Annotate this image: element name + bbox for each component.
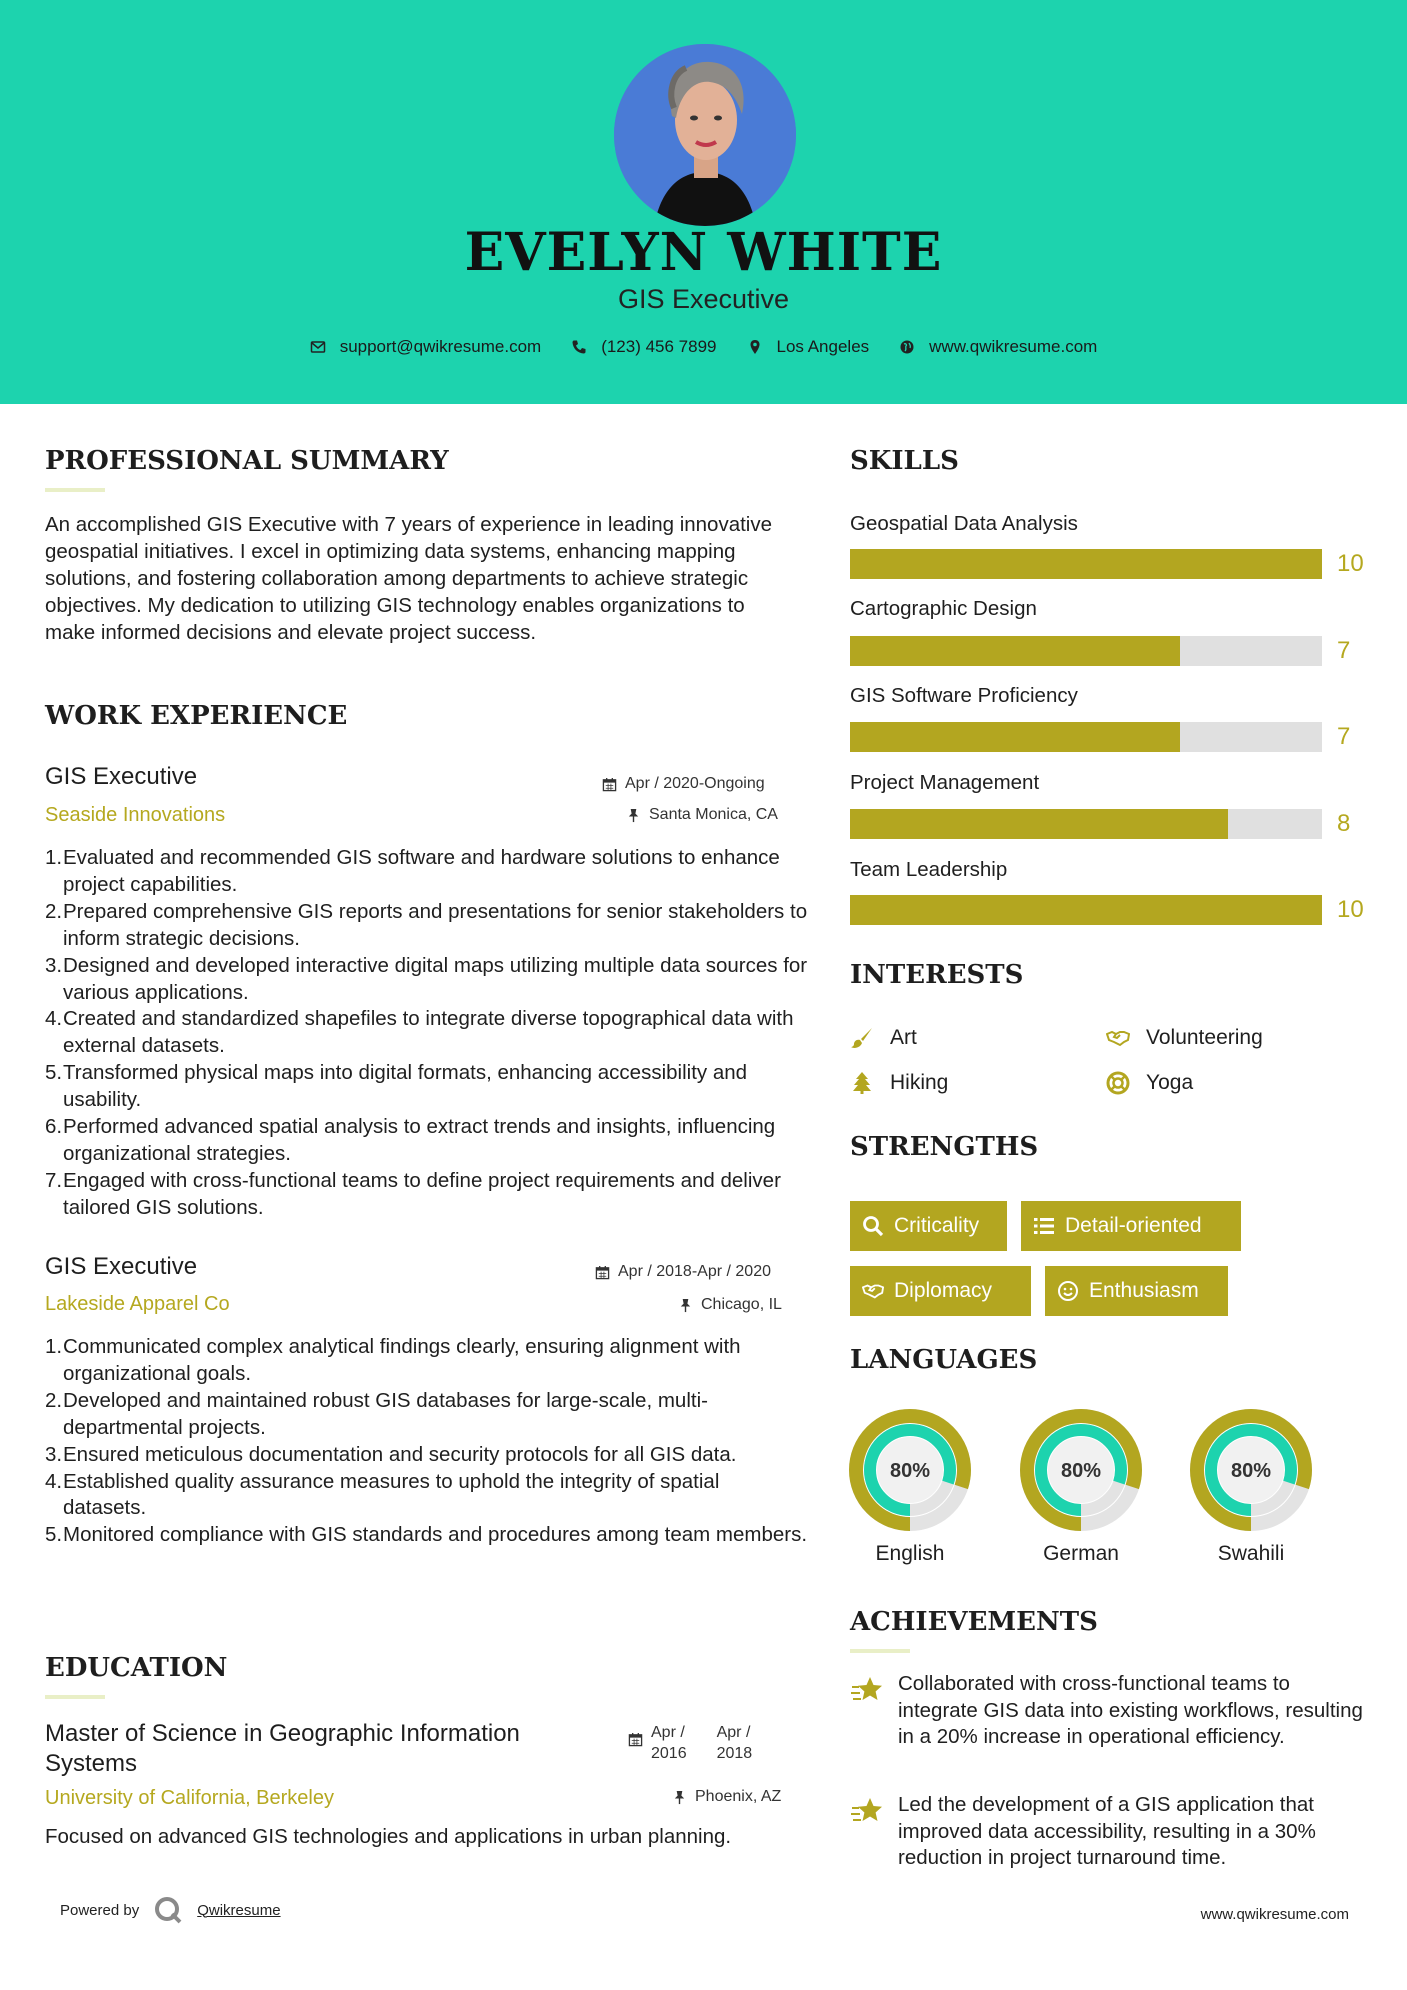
achievement-text: Led the development of a GIS application that improved data accessibility, resulting in a 30% reduction in project turnaround time. <box>898 1793 1316 1870</box>
achievement-text: Collaborated with cross-functional teams to integrate GIS data into existing workflows, resulting in a 20% increase in operational efficiency. <box>898 1672 1363 1749</box>
smile-icon <box>1057 1280 1079 1302</box>
education-end-year: 2018 <box>716 1745 753 1762</box>
phone-icon <box>571 339 587 355</box>
education-text: Focused on advanced GIS technologies and applications in urban planning. <box>45 1825 732 1848</box>
envelope-icon <box>310 339 326 355</box>
education-end <box>717 1722 753 1764</box>
skill-value: 7 <box>1337 723 1351 750</box>
map-pin-icon <box>747 339 763 355</box>
job-2-location-text: Chicago, IL <box>701 1296 782 1313</box>
list-item: Communicated complex analytical findings clearly, ensuring alignment with organizational goals. <box>63 1335 741 1385</box>
achievements-heading: ACHIEVEMENTS <box>850 1607 1098 1637</box>
education-start-month: Apr / <box>651 1724 685 1741</box>
calendar-icon <box>595 1265 610 1280</box>
language-gauge <box>1019 1408 1143 1532</box>
list-item: Designed and developed interactive digital maps utilizing multiple data sources for various applications. <box>63 953 808 1004</box>
gauge-percent-label: 80% <box>1060 1460 1102 1482</box>
education-location-text: Phoenix, AZ <box>695 1788 782 1805</box>
job-2-company: Lakeside Apparel Co <box>45 1293 230 1315</box>
contact-phone[interactable] <box>571 337 716 357</box>
contact-bar <box>0 337 1407 357</box>
strength-tag <box>850 1201 1007 1251</box>
language-gauge <box>848 1408 972 1532</box>
gauge-percent-label: 80% <box>889 1460 931 1482</box>
skill-label: Cartographic Design <box>850 597 1037 620</box>
education-end-month: Apr / <box>716 1724 751 1741</box>
strength-label: Detail-oriented <box>1065 1214 1202 1237</box>
job-1-location-text: Santa Monica, CA <box>649 806 778 823</box>
strength-tag <box>850 1266 1031 1316</box>
star-icon <box>850 1673 884 1707</box>
interest-label: Volunteering <box>1146 1026 1263 1049</box>
pushpin-icon <box>678 1298 693 1313</box>
language-english <box>848 1408 972 1566</box>
footer-site[interactable]: www.qwikresume.com <box>1200 1906 1349 1923</box>
job-1-location <box>626 806 778 824</box>
qwikresume-logo-icon <box>153 1895 183 1925</box>
email-text: support@qwikresume.com <box>339 337 542 356</box>
skill-label: Team Leadership <box>850 858 1008 881</box>
job-2-dates <box>595 1263 771 1281</box>
star-icon <box>850 1794 884 1828</box>
skill-bar-track <box>850 895 1322 925</box>
language-german <box>1019 1408 1143 1566</box>
calendar-icon <box>628 1732 643 1747</box>
paintbrush-icon <box>850 1026 874 1050</box>
list-item: Evaluated and recommended GIS software and hardware solutions to enhance project capabilities. <box>63 846 780 896</box>
list-item: Created and standardized shapefiles to integrate diverse topographical data with external datasets. <box>63 1007 794 1058</box>
education-underline <box>45 1695 105 1699</box>
skill-bar-fill <box>850 895 1322 925</box>
lifering-icon <box>1106 1071 1130 1095</box>
qwikresume-link[interactable]: Qwikresume <box>197 1901 281 1919</box>
list-item: Prepared comprehensive GIS reports and presentations for senior stakeholders to inform strategic decisions. <box>63 899 808 950</box>
interest-label: Hiking <box>890 1071 949 1094</box>
language-gauge <box>1189 1408 1313 1532</box>
skill-value: 7 <box>1337 637 1351 664</box>
interest-label: Art <box>890 1026 917 1049</box>
job-1-dates-text: Apr / 2020-Ongoing <box>625 775 765 792</box>
handshake-icon <box>862 1280 884 1302</box>
education-school: University of California, Berkeley <box>45 1787 334 1809</box>
job-2-dates-text: Apr / 2018-Apr / 2020 <box>618 1263 771 1280</box>
tree-icon <box>850 1071 874 1095</box>
list-item: Transformed physical maps into digital formats, enhancing accessibility and usability. <box>63 1061 748 1112</box>
interest-label: Yoga <box>1146 1071 1194 1094</box>
header-banner <box>0 0 1407 404</box>
strength-label: Enthusiasm <box>1089 1279 1199 1302</box>
language-name: German <box>1043 1542 1119 1565</box>
skill-bar-track <box>850 549 1322 579</box>
job-2-bullets <box>45 1334 808 1549</box>
list-item: Ensured meticulous documentation and security protocols for all GIS data. <box>63 1442 737 1466</box>
interest-volunteering <box>1106 1026 1263 1050</box>
globe-icon <box>899 339 915 355</box>
skill-value: 8 <box>1337 810 1351 837</box>
job-1-bullets <box>45 845 808 1222</box>
skills-heading: SKILLS <box>850 446 959 476</box>
pushpin-icon <box>626 808 641 823</box>
location-text: Los Angeles <box>776 337 870 356</box>
achievement-item <box>850 1792 1370 1872</box>
summary-underline <box>45 488 105 492</box>
portrait-image <box>614 44 796 226</box>
summary-text: An accomplished GIS Executive with 7 years of experience in leading innovative geospatial initiatives. I excel in optimizing data systems, enhancing mapping solutions, and fostering collaboration among departments to achieve strategic objectives. My dedication to utilizing GIS technology enables organizations to make informed decisions and elevate project success. <box>45 513 773 644</box>
website-text: www.qwikresume.com <box>929 337 1098 356</box>
skill-label: Geospatial Data Analysis <box>850 512 1078 535</box>
interests-heading: INTERESTS <box>850 960 1024 990</box>
job-2-location <box>678 1296 782 1314</box>
candidate-name: EVELYN WHITE <box>464 222 943 283</box>
job-2-title: GIS Executive <box>45 1253 198 1280</box>
skill-bar-fill <box>850 722 1180 752</box>
calendar-icon <box>602 777 617 792</box>
handshake-icon <box>1106 1026 1130 1050</box>
list-item: Monitored compliance with GIS standards and procedures among team members. <box>63 1523 808 1547</box>
list-icon <box>1033 1215 1055 1237</box>
strengths-heading: STRENGTHS <box>850 1132 1039 1162</box>
list-item: Engaged with cross-functional teams to define project requirements and deliver tailored GIS solutions. <box>63 1168 781 1219</box>
achievement-item <box>850 1671 1370 1751</box>
skill-bar-track <box>850 722 1322 752</box>
language-name: English <box>875 1542 945 1565</box>
skill-value: 10 <box>1337 896 1364 923</box>
education-heading: EDUCATION <box>45 1653 228 1683</box>
achievements-underline <box>850 1649 910 1653</box>
job-1-title: GIS Executive <box>45 763 198 790</box>
list-item: Developed and maintained robust GIS databases for large-scale, multi-departmental projects. <box>63 1388 708 1439</box>
skill-label: Project Management <box>850 771 1040 794</box>
pushpin-icon <box>672 1790 687 1805</box>
strength-label: Diplomacy <box>894 1279 993 1302</box>
skill-label: GIS Software Proficiency <box>850 684 1078 707</box>
strength-tag <box>1021 1201 1241 1251</box>
list-item: Performed advanced spatial analysis to extract trends and insights, influencing organizational strategies. <box>63 1115 776 1165</box>
summary-heading: PROFESSIONAL SUMMARY <box>45 446 449 476</box>
language-name: Swahili <box>1217 1542 1285 1565</box>
strength-label: Criticality <box>894 1214 980 1237</box>
search-icon <box>862 1215 884 1237</box>
footer-powered-by <box>60 1895 281 1925</box>
education-location <box>672 1788 781 1806</box>
powered-by-label: Powered by <box>60 1901 140 1919</box>
education-start-year: 2016 <box>651 1745 687 1762</box>
language-swahili <box>1189 1408 1313 1566</box>
job-1-company: Seaside Innovations <box>45 804 226 826</box>
skill-bar-track <box>850 809 1322 839</box>
skill-bar-fill <box>850 636 1180 666</box>
skill-bar-track <box>850 636 1322 666</box>
contact-website[interactable] <box>899 337 1097 357</box>
contact-location <box>747 337 870 357</box>
job-1-dates <box>602 775 765 793</box>
education-start <box>651 1722 687 1764</box>
interest-yoga <box>1106 1071 1193 1095</box>
skill-bar-fill <box>850 809 1228 839</box>
candidate-role: GIS Executive <box>617 284 790 314</box>
avatar <box>614 44 796 226</box>
skill-value: 10 <box>1337 550 1364 577</box>
gauge-percent-label: 80% <box>1230 1460 1272 1482</box>
skill-bar-fill <box>850 549 1322 579</box>
strength-tag <box>1045 1266 1228 1316</box>
contact-email[interactable] <box>310 337 542 357</box>
phone-text: (123) 456 7899 <box>601 337 717 356</box>
interest-art <box>850 1026 917 1050</box>
list-item: Established quality assurance measures to uphold the integrity of spatial datasets. <box>63 1469 720 1520</box>
education-dates <box>628 1722 752 1764</box>
languages-heading: LANGUAGES <box>850 1345 1038 1375</box>
interest-hiking <box>850 1071 948 1095</box>
work-heading: WORK EXPERIENCE <box>45 701 348 731</box>
education-degree: Master of Science in Geographic Information Systems <box>45 1720 520 1777</box>
